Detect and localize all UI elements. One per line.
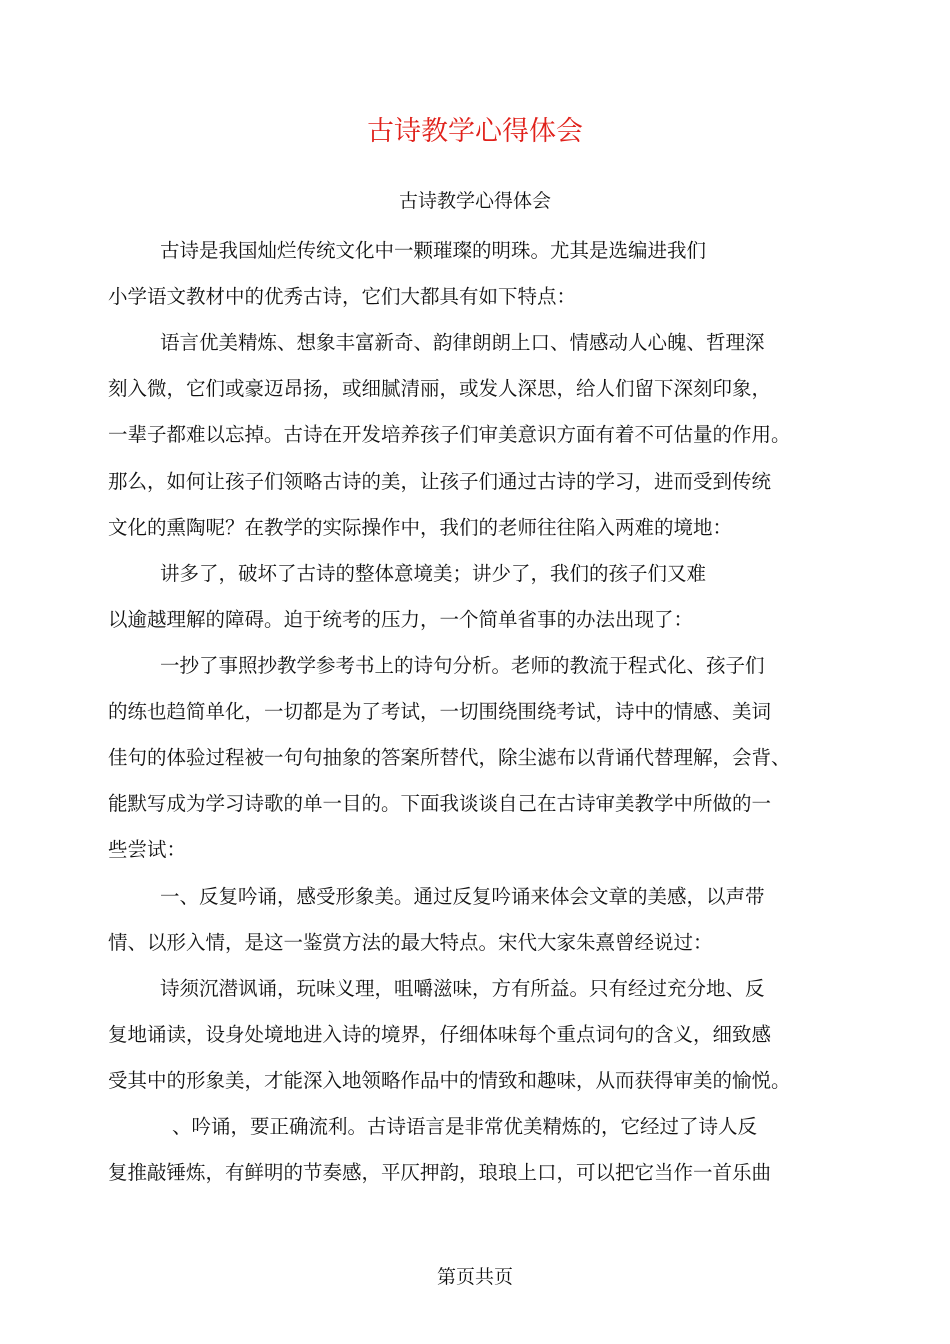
body-line: 语言优美精炼、想象丰富新奇、韵律朗朗上口、情感动人心魄、哲理深	[160, 331, 765, 354]
body-line: 那么，如何让孩子们领略古诗的美，让孩子们通过古诗的学习，进而受到传统	[108, 470, 772, 493]
body-line: 情、以形入情，是这一鉴赏方法的最大特点。宋代大家朱熹曾经说过：	[108, 931, 713, 954]
body-line: 能默写成为学习诗歌的单一目的。下面我谈谈自己在古诗审美教学中所做的一	[108, 792, 772, 815]
body-line: 一、反复吟诵，感受形象美。通过反复吟诵来体会文章的美感，以声带	[160, 885, 765, 908]
body-line: 刻入微，它们或豪迈昂扬，或细腻清丽，或发人深思，给人们留下深刻印象，	[108, 377, 772, 400]
body-line: 小学语文教材中的优秀古诗，它们大都具有如下特点：	[108, 285, 577, 308]
document-subtitle: 古诗教学心得体会	[398, 190, 551, 212]
page-number-footer: 第页共页	[436, 1266, 513, 1288]
body-line: 文化的熏陶呢？在教学的实际操作中，我们的老师往往陷入两难的境地：	[108, 516, 733, 539]
body-line: 诗须沉潜讽诵，玩味义理，咀嚼滋味，方有所益。只有经过充分地、反	[160, 977, 765, 1000]
body-line: 以逾越理解的障碍。迫于统考的压力，一个简单省事的办法出现了：	[108, 608, 694, 631]
body-line: 古诗是我国灿烂传统文化中一颗璀璨的明珠。尤其是选编进我们	[160, 239, 707, 262]
body-line: 复推敲锤炼，有鲜明的节奏感，平仄押韵，琅琅上口，可以把它当作一首乐曲	[108, 1161, 772, 1184]
document-title: 古诗教学心得体会	[367, 116, 583, 147]
body-line: 些尝试：	[108, 838, 187, 861]
body-line: 复地诵读，设身处境地进入诗的境界，仔细体味每个重点词句的含义，细致感	[108, 1023, 772, 1046]
body-line: 、吟诵，要正确流利。古诗语言是非常优美精炼的，它经过了诗人反	[172, 1115, 758, 1138]
body-line: 的练也趋简单化，一切都是为了考试，一切围绕围绕考试，诗中的情感、美词	[108, 700, 772, 723]
body-line: 讲多了，破坏了古诗的整体意境美；讲少了，我们的孩子们又难	[160, 562, 707, 585]
body-line: 佳句的体验过程被一句句抽象的答案所替代，除尘滤布以背诵代替理解，会背、	[108, 746, 791, 769]
body-line: 一抄了事照抄教学参考书上的诗句分析。老师的教流于程式化、孩子们	[160, 654, 765, 677]
body-line: 受其中的形象美，才能深入地领略作品中的情致和趣味，从而获得审美的愉悦。	[108, 1069, 791, 1092]
body-line: 一辈子都难以忘掉。古诗在开发培养孩子们审美意识方面有着不可估量的作用。	[108, 423, 791, 446]
